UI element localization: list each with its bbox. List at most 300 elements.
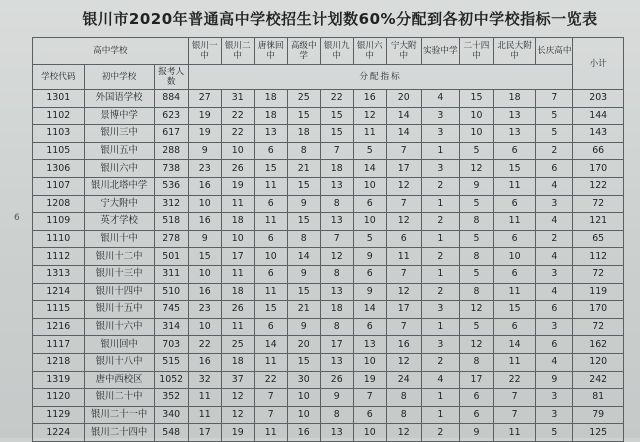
allocation-cell: 13 (320, 424, 353, 442)
total-cell: 122 (573, 177, 624, 195)
allocation-cell: 11 (254, 177, 287, 195)
applicants-header: 报考人数 (154, 65, 188, 90)
high-school-header: 高级中学 (287, 38, 320, 65)
allocation-cell: 25 (221, 336, 254, 354)
allocation-cell: 6 (254, 318, 287, 336)
total-cell: 162 (573, 336, 624, 354)
allocation-cell: 30 (287, 371, 320, 389)
allocation-cell: 16 (386, 336, 421, 354)
allocation-cell: 12 (386, 353, 421, 371)
allocation-cell: 4 (536, 213, 573, 231)
junior-school-cell: 银川五中 (84, 142, 154, 160)
allocation-cell: 8 (459, 283, 493, 301)
table-row (33, 230, 624, 248)
allocation-cell: 10 (188, 318, 221, 336)
high-school-label: 高中学校 (33, 38, 189, 65)
allocation-cell: 15 (320, 125, 353, 143)
allocation-cell: 9 (353, 248, 386, 266)
allocation-cell: 10 (287, 389, 320, 407)
junior-school-cell: 银川二十四中 (84, 424, 154, 442)
allocation-cell: 20 (287, 336, 320, 354)
allocation-cell: 23 (188, 160, 221, 178)
allocation-cell: 16 (287, 424, 320, 442)
allocation-cell: 6 (493, 230, 535, 248)
allocation-cell: 14 (386, 125, 421, 143)
high-school-header: 北民大附中 (493, 38, 535, 65)
school-code-cell: 1214 (33, 283, 85, 301)
total-cell: 120 (573, 353, 624, 371)
allocation-cell: 3 (421, 107, 459, 125)
allocation-cell: 14 (287, 248, 320, 266)
table-row (33, 195, 624, 213)
allocation-cell: 11 (254, 424, 287, 442)
allocation-cell: 21 (287, 160, 320, 178)
allocation-cell: 11 (386, 248, 421, 266)
allocation-cell: 11 (493, 177, 535, 195)
table-row (33, 389, 624, 407)
allocation-cell: 8 (459, 213, 493, 231)
allocation-cell: 12 (459, 336, 493, 354)
allocation-cell: 14 (353, 160, 386, 178)
allocation-cell: 13 (353, 336, 386, 354)
allocation-cell: 9 (536, 371, 573, 389)
school-code-cell: 1216 (33, 318, 85, 336)
allocation-cell: 15 (188, 248, 221, 266)
table-row (33, 318, 624, 336)
applicants-cell: 311 (154, 265, 188, 283)
allocation-cell: 13 (320, 353, 353, 371)
allocation-cell: 11 (188, 389, 221, 407)
high-school-header: 银川六中 (353, 38, 386, 65)
allocation-cell: 11 (221, 318, 254, 336)
table-row (33, 248, 624, 266)
allocation-cell: 18 (320, 301, 353, 319)
allocation-cell: 5 (459, 318, 493, 336)
allocation-cell: 6 (493, 265, 535, 283)
school-code-cell: 1120 (33, 389, 85, 407)
allocation-cell: 9 (287, 195, 320, 213)
school-code-cell: 1112 (33, 248, 85, 266)
junior-school-cell: 银川回中 (84, 336, 154, 354)
allocation-cell: 22 (188, 336, 221, 354)
allocation-cell: 7 (386, 265, 421, 283)
allocation-cell: 2 (421, 248, 459, 266)
table-row (33, 301, 624, 319)
allocation-cell: 10 (221, 142, 254, 160)
junior-school-header: 初中学校 (84, 65, 154, 90)
school-code-cell: 1313 (33, 265, 85, 283)
allocation-cell: 18 (221, 353, 254, 371)
allocation-cell: 18 (221, 213, 254, 231)
allocation-cell: 2 (421, 424, 459, 442)
allocation-cell: 3 (421, 160, 459, 178)
high-school-header: 银川九中 (320, 38, 353, 65)
header-row-high-schools (33, 38, 624, 65)
school-code-cell: 1306 (33, 160, 85, 178)
allocation-cell: 9 (320, 389, 353, 407)
allocation-cell: 19 (353, 371, 386, 389)
allocation-cell: 12 (353, 107, 386, 125)
allocation-cell: 8 (459, 248, 493, 266)
allocation-cell: 15 (459, 90, 493, 108)
allocation-cell: 9 (188, 142, 221, 160)
school-code-cell: 1129 (33, 406, 85, 424)
allocation-cell: 7 (493, 406, 535, 424)
allocation-cell: 16 (188, 177, 221, 195)
allocation-cell: 12 (221, 406, 254, 424)
allocation-cell: 13 (493, 125, 535, 143)
allocation-cell: 4 (421, 90, 459, 108)
applicants-cell: 314 (154, 318, 188, 336)
allocation-cell: 15 (287, 177, 320, 195)
allocation-cell: 2 (421, 177, 459, 195)
junior-school-cell: 银川北塔中学 (84, 177, 154, 195)
allocation-cell: 15 (287, 283, 320, 301)
allocation-cell: 15 (287, 213, 320, 231)
junior-school-cell: 银川十二中 (84, 248, 154, 266)
applicants-cell: 312 (154, 195, 188, 213)
allocation-cell: 10 (353, 424, 386, 442)
allocation-cell: 9 (188, 230, 221, 248)
allocation-cell: 10 (188, 265, 221, 283)
applicants-cell: 288 (154, 142, 188, 160)
allocation-cell: 27 (188, 90, 221, 108)
allocation-cell: 5 (353, 230, 386, 248)
allocation-cell: 21 (287, 301, 320, 319)
allocation-cell: 12 (459, 301, 493, 319)
allocation-cell: 6 (254, 230, 287, 248)
allocation-header: 分配指标 (188, 65, 573, 90)
allocation-cell: 18 (493, 90, 535, 108)
allocation-cell: 10 (353, 353, 386, 371)
junior-school-cell: 银川二十中 (84, 389, 154, 407)
total-cell: 203 (573, 90, 624, 108)
junior-school-cell: 英才学校 (84, 213, 154, 231)
allocation-cell: 1 (421, 406, 459, 424)
table-row (33, 177, 624, 195)
allocation-cell: 12 (386, 213, 421, 231)
high-school-header: 银川一中 (188, 38, 221, 65)
allocation-cell: 13 (493, 107, 535, 125)
applicants-cell: 738 (154, 160, 188, 178)
allocation-cell: 7 (320, 230, 353, 248)
allocation-cell: 1 (421, 265, 459, 283)
allocation-cell: 6 (353, 195, 386, 213)
allocation-cell: 19 (188, 125, 221, 143)
total-cell: 65 (573, 230, 624, 248)
allocation-cell: 9 (287, 265, 320, 283)
allocation-cell: 6 (493, 195, 535, 213)
table-row (33, 353, 624, 371)
applicants-cell: 623 (154, 107, 188, 125)
allocation-cell: 5 (536, 424, 573, 442)
table-row (33, 107, 624, 125)
allocation-cell: 11 (493, 283, 535, 301)
allocation-cell: 11 (254, 213, 287, 231)
total-cell: 242 (573, 371, 624, 389)
allocation-cell: 18 (254, 90, 287, 108)
allocation-cell: 25 (287, 90, 320, 108)
allocation-cell: 15 (493, 160, 535, 178)
allocation-cell: 14 (353, 301, 386, 319)
total-cell: 72 (573, 265, 624, 283)
allocation-cell: 3 (536, 195, 573, 213)
school-code-cell: 1117 (33, 336, 85, 354)
allocation-cell: 15 (287, 107, 320, 125)
allocation-cell: 10 (493, 248, 535, 266)
allocation-cell: 7 (386, 142, 421, 160)
total-cell: 112 (573, 248, 624, 266)
junior-school-cell: 银川十五中 (84, 301, 154, 319)
junior-school-cell: 外国语学校 (84, 90, 154, 108)
table-row (33, 424, 624, 442)
total-cell: 81 (573, 389, 624, 407)
high-school-header: 银川二中 (221, 38, 254, 65)
school-code-cell: 1105 (33, 142, 85, 160)
allocation-cell: 24 (386, 371, 421, 389)
junior-school-cell: 银川十三中 (84, 265, 154, 283)
allocation-cell: 3 (536, 389, 573, 407)
allocation-cell: 7 (386, 318, 421, 336)
allocation-cell: 1 (421, 230, 459, 248)
allocation-cell: 7 (386, 195, 421, 213)
allocation-cell: 4 (536, 353, 573, 371)
junior-school-cell: 唐中西校区 (84, 371, 154, 389)
allocation-cell: 6 (493, 142, 535, 160)
allocation-cell: 15 (254, 301, 287, 319)
allocation-cell: 12 (386, 283, 421, 301)
applicants-cell: 884 (154, 90, 188, 108)
allocation-cell: 26 (320, 371, 353, 389)
allocation-cell: 8 (459, 353, 493, 371)
allocation-cell: 8 (287, 142, 320, 160)
allocation-cell: 26 (221, 301, 254, 319)
allocation-cell: 6 (353, 265, 386, 283)
table-row (33, 125, 624, 143)
allocation-cell: 14 (254, 336, 287, 354)
allocation-cell: 13 (254, 125, 287, 143)
school-code-cell: 1107 (33, 177, 85, 195)
high-school-header: 唐徕回中 (254, 38, 287, 65)
junior-school-cell: 宁大附中 (84, 195, 154, 213)
allocation-cell: 2 (421, 353, 459, 371)
school-code-cell: 1110 (33, 230, 85, 248)
junior-school-cell: 银川十中 (84, 230, 154, 248)
allocation-cell: 7 (536, 90, 573, 108)
allocation-cell: 15 (493, 301, 535, 319)
allocation-cell: 11 (254, 353, 287, 371)
table-row (33, 265, 624, 283)
allocation-cell: 1 (421, 318, 459, 336)
total-cell: 119 (573, 283, 624, 301)
allocation-cell: 16 (188, 283, 221, 301)
allocation-cell: 5 (459, 195, 493, 213)
table-row (33, 142, 624, 160)
applicants-cell: 548 (154, 424, 188, 442)
table-body (33, 90, 624, 442)
allocation-cell: 6 (459, 406, 493, 424)
applicants-cell: 510 (154, 283, 188, 301)
allocation-cell: 23 (188, 301, 221, 319)
school-code-cell: 1103 (33, 125, 85, 143)
allocation-cell: 2 (536, 142, 573, 160)
allocation-cell: 13 (320, 177, 353, 195)
school-code-header: 学校代码 (33, 65, 85, 90)
page-title: 银川市2020年普通高中学校招生计划数60%分配到各初中学校指标一览表 (82, 10, 598, 28)
allocation-cell: 8 (287, 230, 320, 248)
allocation-cell: 1 (421, 142, 459, 160)
allocation-cell: 14 (386, 107, 421, 125)
allocation-cell: 15 (287, 353, 320, 371)
allocation-cell: 5 (353, 142, 386, 160)
applicants-cell: 501 (154, 248, 188, 266)
allocation-cell: 10 (459, 107, 493, 125)
allocation-cell: 15 (254, 160, 287, 178)
total-cell: 144 (573, 107, 624, 125)
high-school-header: 二十四中 (459, 38, 493, 65)
table-row (33, 283, 624, 301)
applicants-cell: 515 (154, 353, 188, 371)
allocation-cell: 11 (188, 406, 221, 424)
allocation-cell: 7 (254, 389, 287, 407)
allocation-cell: 14 (493, 336, 535, 354)
school-code-cell: 1115 (33, 301, 85, 319)
allocation-cell: 2 (421, 213, 459, 231)
applicants-cell: 1052 (154, 371, 188, 389)
allocation-cell: 11 (254, 283, 287, 301)
allocation-cell: 6 (493, 318, 535, 336)
junior-school-cell: 银川六中 (84, 160, 154, 178)
allocation-cell: 8 (320, 406, 353, 424)
allocation-cell: 7 (320, 142, 353, 160)
allocation-cell: 5 (459, 230, 493, 248)
allocation-cell: 10 (188, 195, 221, 213)
allocation-cell: 2 (421, 283, 459, 301)
allocation-cell: 2 (536, 230, 573, 248)
table-row (33, 336, 624, 354)
allocation-cell: 12 (221, 389, 254, 407)
allocation-table (32, 37, 624, 442)
total-cell: 125 (573, 424, 624, 442)
allocation-cell: 8 (320, 195, 353, 213)
table-row (33, 406, 624, 424)
high-school-header: 实验中学 (421, 38, 459, 65)
total-cell: 79 (573, 406, 624, 424)
total-cell: 72 (573, 195, 624, 213)
junior-school-cell: 银川二十一中 (84, 406, 154, 424)
allocation-cell: 19 (221, 424, 254, 442)
total-cell: 170 (573, 160, 624, 178)
allocation-cell: 6 (353, 406, 386, 424)
header-row-labels (33, 65, 624, 90)
allocation-cell: 10 (221, 230, 254, 248)
allocation-cell: 22 (221, 125, 254, 143)
total-cell: 72 (573, 318, 624, 336)
total-header: 小计 (573, 38, 624, 90)
allocation-cell: 6 (254, 142, 287, 160)
allocation-cell: 22 (320, 90, 353, 108)
allocation-cell: 6 (353, 318, 386, 336)
applicants-cell: 745 (154, 301, 188, 319)
allocation-cell: 8 (386, 406, 421, 424)
allocation-cell: 12 (386, 177, 421, 195)
allocation-cell: 5 (459, 142, 493, 160)
allocation-cell: 12 (459, 160, 493, 178)
allocation-cell: 10 (353, 213, 386, 231)
allocation-cell: 17 (386, 301, 421, 319)
table-row (33, 160, 624, 178)
allocation-cell: 7 (493, 389, 535, 407)
allocation-cell: 10 (353, 177, 386, 195)
allocation-cell: 4 (536, 283, 573, 301)
total-cell: 66 (573, 142, 624, 160)
total-cell: 143 (573, 125, 624, 143)
junior-school-cell: 景博中学 (84, 107, 154, 125)
allocation-cell: 18 (254, 107, 287, 125)
applicants-cell: 340 (154, 406, 188, 424)
table-row (33, 371, 624, 389)
allocation-cell: 11 (493, 213, 535, 231)
allocation-cell: 16 (188, 213, 221, 231)
allocation-cell: 5 (536, 125, 573, 143)
table-row (33, 213, 624, 231)
high-school-header: 宁大附中 (386, 38, 421, 65)
school-code-cell: 1319 (33, 371, 85, 389)
junior-school-cell: 银川十四中 (84, 283, 154, 301)
allocation-cell: 16 (353, 90, 386, 108)
allocation-cell: 19 (188, 107, 221, 125)
allocation-cell: 6 (536, 336, 573, 354)
allocation-cell: 18 (221, 283, 254, 301)
allocation-cell: 3 (536, 406, 573, 424)
school-code-cell: 1301 (33, 90, 85, 108)
school-code-cell: 1109 (33, 213, 85, 231)
allocation-cell: 3 (421, 336, 459, 354)
allocation-cell: 4 (421, 371, 459, 389)
allocation-cell: 7 (254, 406, 287, 424)
page-number: 6 (14, 213, 20, 223)
school-code-cell: 1218 (33, 353, 85, 371)
allocation-cell: 3 (421, 125, 459, 143)
allocation-cell: 31 (221, 90, 254, 108)
allocation-cell: 9 (287, 318, 320, 336)
allocation-cell: 22 (493, 371, 535, 389)
applicants-cell: 536 (154, 177, 188, 195)
allocation-cell: 9 (459, 177, 493, 195)
total-cell: 121 (573, 213, 624, 231)
allocation-cell: 3 (421, 301, 459, 319)
allocation-cell: 9 (353, 283, 386, 301)
allocation-cell: 20 (386, 90, 421, 108)
allocation-cell: 17 (221, 248, 254, 266)
allocation-cell: 12 (386, 424, 421, 442)
allocation-cell: 1 (421, 195, 459, 213)
school-code-cell: 1102 (33, 107, 85, 125)
allocation-cell: 11 (493, 353, 535, 371)
allocation-cell: 8 (320, 265, 353, 283)
allocation-cell: 15 (320, 107, 353, 125)
allocation-cell: 3 (536, 265, 573, 283)
allocation-cell: 6 (254, 195, 287, 213)
allocation-cell: 11 (221, 195, 254, 213)
allocation-cell: 22 (254, 371, 287, 389)
allocation-cell: 9 (459, 424, 493, 442)
junior-school-cell: 银川十八中 (84, 353, 154, 371)
allocation-cell: 26 (221, 160, 254, 178)
allocation-cell: 8 (386, 389, 421, 407)
junior-school-cell: 银川十六中 (84, 318, 154, 336)
allocation-cell: 10 (459, 125, 493, 143)
